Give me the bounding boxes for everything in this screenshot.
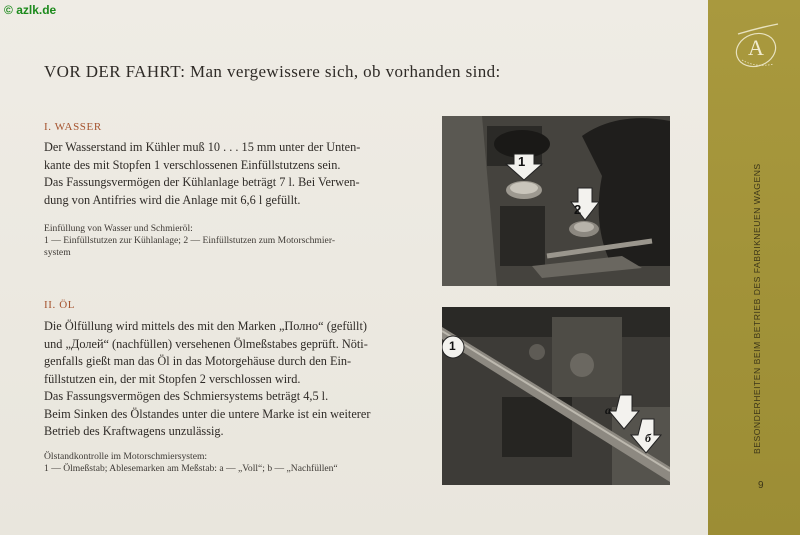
text-line: Das Fassungsvermögen der Kühlanlage beträgt 7 l. Bei Verwen- — [44, 175, 360, 189]
photo-label: б — [645, 431, 651, 445]
water-caption — [44, 223, 422, 259]
photo-label: 1 — [518, 154, 526, 169]
sidebar-vertical-title: BESONDERHEITEN BEIM BETRIEB DES FABRIKNEUEN WAGENS — [752, 163, 762, 454]
caption-line: Einfüllung von Wasser und Schmieröl: — [44, 223, 193, 234]
text-line: Die Ölfüllung wird mittels des mit den Marken „Полно“ (gefüllt) — [44, 319, 367, 333]
logo-letter: A — [748, 35, 764, 60]
watermark-text: azlk.de — [16, 3, 57, 17]
text-line: Das Fassungsvermögen des Schmiersystems beträgt 4,5 l. — [44, 389, 329, 403]
text-line: und „Долей“ (nachfüllen) versehenen Ölmeßstabes geprüft. Nöti- — [44, 336, 368, 351]
caption-line: Ölstandkontrolle im Motorschmiersystem: — [44, 451, 208, 462]
page-heading: VOR DER FAHRT: Man vergewissere sich, ob vorhanden sind: — [44, 62, 501, 81]
text-line: Betrieb des Kraftwagens unzulässig. — [44, 424, 224, 438]
caption-line: 1 — Einfüllstutzen zur Kühlanlage; 2 — Einfüllstutzen zum Motorschmier- — [44, 235, 336, 246]
photo-radiator-filler — [442, 116, 670, 286]
watermark: © azlk.de — [4, 3, 57, 17]
oil-paragraph — [44, 318, 422, 441]
text-line: kante des mit Stopfen 1 verschlossenen Einfüllstutzens sein. — [44, 157, 341, 172]
photo-label: 2 — [574, 202, 582, 217]
caption-line: 1 — Ölmeßstab; Ablesemarken am Meßstab: a — „Voll“; b — „Nachfüllen“ — [44, 463, 338, 474]
caption-line: system — [44, 247, 71, 258]
photo-label: a — [605, 403, 611, 417]
text-line: Der Wasserstand im Kühler muß 10 . . . 15 mm unter der Unten- — [44, 140, 361, 154]
photo-label: 1 — [449, 339, 456, 353]
text-line: füllstutzen ein, der mit Stopfen 2 verschlossen wird. — [44, 371, 301, 386]
section-title-water: I. WASSER — [44, 121, 102, 133]
water-paragraph — [44, 139, 422, 209]
photo-oil-dipstick — [442, 307, 670, 485]
text-line: dung von Antifries wird die Anlage mit 6,6 l gefüllt. — [44, 192, 301, 207]
oil-caption — [44, 451, 422, 475]
azlk-logo — [728, 20, 784, 81]
text-line: Beim Sinken des Ölstandes unter die untere Marke ist ein weiterer — [44, 406, 371, 421]
section-title-oil: II. ÖL — [44, 299, 76, 311]
text-line: genfalls gießt man das Öl in das Motorgehäuse durch den Ein- — [44, 354, 352, 368]
page-number: 9 — [758, 480, 764, 491]
